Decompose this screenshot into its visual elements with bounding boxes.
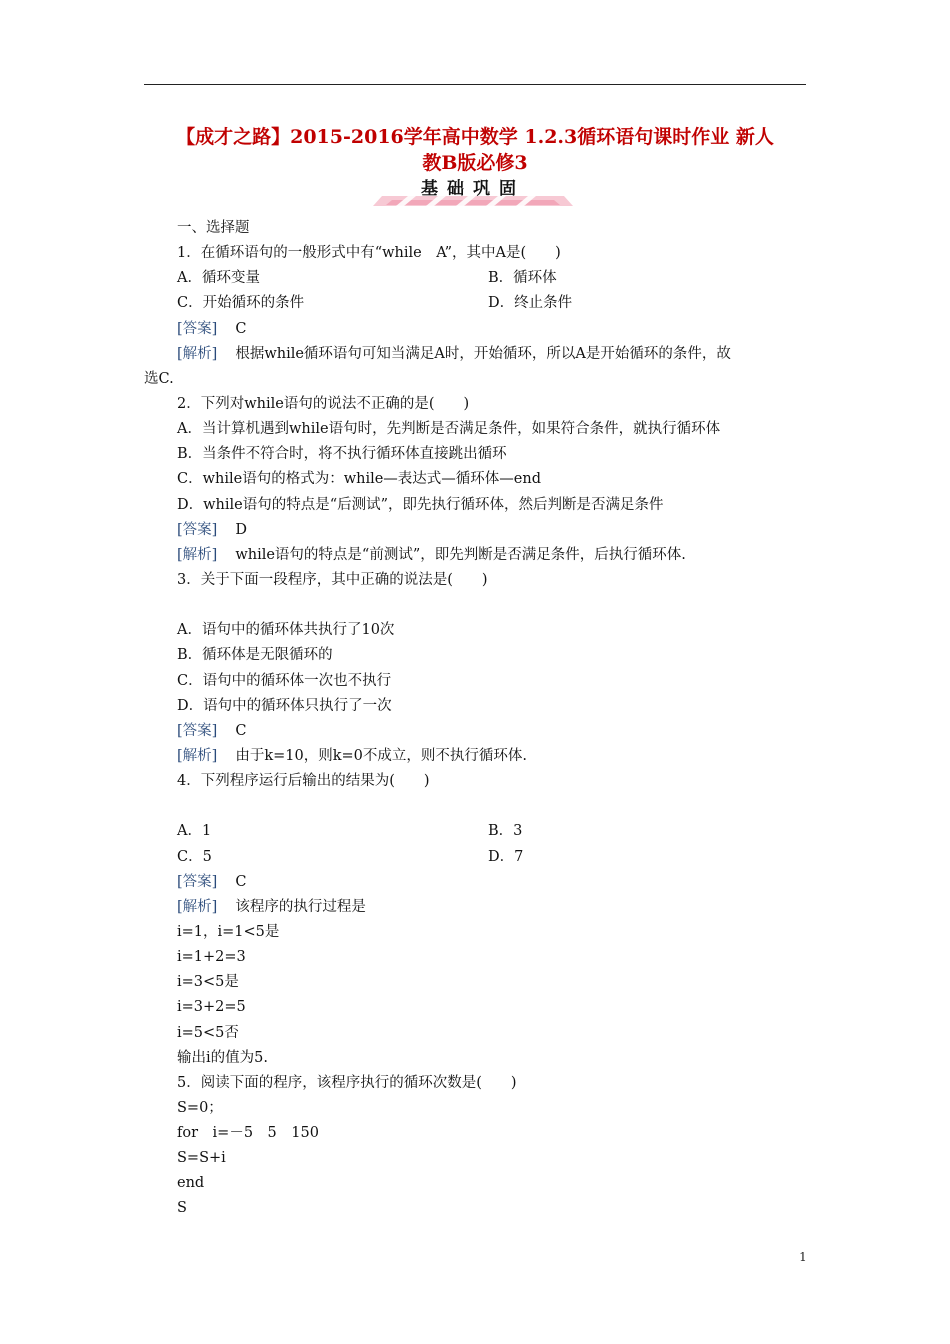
question-2-stem: 2．下列对while语句的说法不正确的是( ) [177, 395, 470, 412]
option-d: D．终止条件 [488, 295, 573, 312]
title-line-2: 教B版必修3 [422, 152, 528, 174]
answer-tag: [答案] [177, 521, 218, 538]
question-4-stem: 4．下列程序运行后输出的结果为( ) [177, 773, 430, 790]
document-title [144, 124, 806, 176]
analysis-tag: [解析] [177, 747, 218, 764]
answer-value: D [235, 521, 247, 538]
question-3-option-b: B．循环体是无限循环的 [177, 647, 333, 664]
question-2-option-c: C．while语句的格式为：while—表达式—循环体—end [177, 471, 542, 488]
question-2-answer [144, 518, 808, 543]
analysis-tag: [解析] [177, 345, 218, 362]
question-2-option-a: A．当计算机遇到while语句时，先判断是否满足条件，如果符合条件，就执行循环体 [177, 421, 721, 438]
program-placeholder [144, 794, 808, 819]
option-a: A．1 [177, 823, 212, 840]
analysis-tag: [解析] [177, 546, 218, 563]
analysis-step: i=1+2=3 [177, 949, 246, 966]
banner-text: 基础巩固 [421, 179, 525, 199]
question-3-stem: 3．关于下面一段程序，其中正确的说法是( ) [177, 571, 488, 588]
question-3-analysis [144, 744, 808, 769]
document-body [144, 216, 808, 1222]
code-line: for i=－5 5 150 [177, 1125, 319, 1142]
option-b: B．循环体 [488, 270, 557, 287]
question-1-options-ab [144, 266, 808, 291]
question-5-stem: 5．阅读下面的程序，该程序执行的循环次数是( ) [177, 1074, 517, 1091]
question-2-analysis [144, 543, 808, 568]
option-b: B．3 [488, 823, 523, 840]
analysis-step: i=5<5否 [177, 1024, 239, 1041]
question-3-option-d: D．语句中的循环体只执行了一次 [177, 697, 392, 714]
question-2-option-b: B．当条件不符合时，将不执行循环体直接跳出循环 [177, 446, 507, 463]
code-line: S=S+i [177, 1150, 226, 1167]
code-line: S=0； [177, 1099, 223, 1116]
question-1-answer [144, 317, 808, 342]
analysis-step: i=3+2=5 [177, 999, 246, 1016]
option-c: C．开始循环的条件 [177, 295, 305, 312]
answer-value: C [235, 320, 247, 337]
question-4-analysis [144, 895, 808, 920]
analysis-text: 根据while循环语句可知当满足A时，开始循环，所以A是开始循环的条件，故 [235, 345, 731, 362]
analysis-step: i=3<5是 [177, 974, 239, 991]
answer-tag: [答案] [177, 873, 218, 890]
answer-tag: [答案] [177, 722, 218, 739]
section-banner [368, 176, 578, 210]
answer-value: C [235, 873, 247, 890]
analysis-tag: [解析] [177, 898, 218, 915]
analysis-step: 输出i的值为5. [177, 1049, 268, 1066]
question-2-option-d: D．while语句的特点是“后测试”，即先执行循环体，然后判断是否满足条件 [177, 496, 664, 513]
question-3-option-a: A．语句中的循环体共执行了10次 [177, 622, 395, 639]
question-3-option-c: C．语句中的循环体一次也不执行 [177, 672, 392, 689]
question-1-analysis-cont: 选C. [144, 370, 174, 387]
page-number: 1 [799, 1250, 807, 1264]
header-rule [144, 84, 806, 85]
analysis-text: while语句的特点是“前测试”，即先判断是否满足条件，后执行循环体. [235, 546, 686, 563]
section-heading: 一、选择题 [177, 220, 250, 236]
option-c: C．5 [177, 848, 212, 865]
answer-value: C [235, 722, 247, 739]
code-line: end [177, 1175, 205, 1192]
question-4-answer [144, 870, 808, 895]
question-4-options-ab [144, 819, 808, 844]
option-d: D．7 [488, 848, 524, 865]
question-1-analysis [144, 342, 808, 367]
analysis-text: 该程序的执行过程是 [235, 898, 366, 915]
option-a: A．循环变量 [177, 270, 260, 287]
question-1-stem: 1．在循环语句的一般形式中有“while A”，其中A是( ) [177, 245, 561, 262]
analysis-text: 由于k=10，则k=0不成立，则不执行循环体. [235, 747, 527, 764]
question-3-answer [144, 719, 808, 744]
question-4-options-cd [144, 845, 808, 870]
answer-tag: [答案] [177, 320, 218, 337]
program-placeholder [144, 593, 808, 618]
analysis-step: i=1，i=1<5是 [177, 923, 280, 940]
question-1-options-cd [144, 291, 808, 316]
title-line-1: 【成才之路】2015-2016学年高中数学 1.2.3循环语句课时作业 新人 [176, 126, 774, 148]
code-line: S [177, 1200, 187, 1217]
